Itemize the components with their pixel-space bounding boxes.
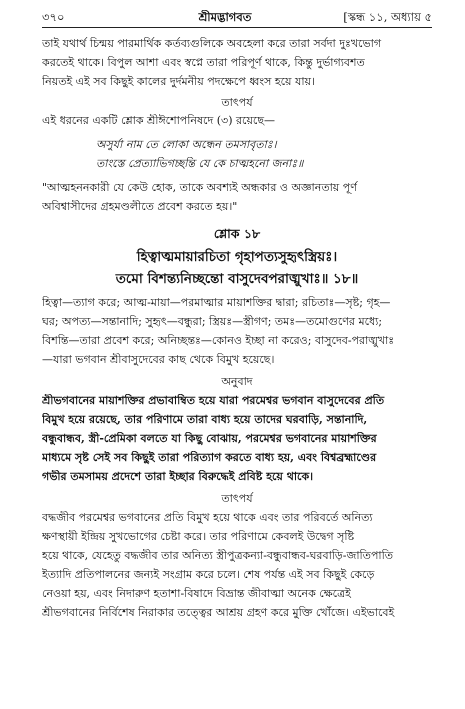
purport-line: হয়ে থাকে, যেহেতু বদ্ধজীব তার অনিত্য স্ত্রীপুত্রকন্যা-বন্ধুবান্ধব-ঘরবাড়ি-জাতিপাতি xyxy=(42,549,393,562)
purport-line: বদ্ধজীব পরমেশ্বর ভগবানের প্রতি বিমুখ হয়ে থাকে এবং তার পরিবর্তে অনিত্য xyxy=(42,511,373,524)
word-meaning-line: ঘর; অপত্য—সন্তানাদি; সুহৃৎ—বন্ধুরা; স্ত্রিয়ঃ—স্ত্রীগণ; তমঃ—তমোগুণের মধ্যে; xyxy=(42,315,383,328)
purport-line: ইত্যাদি প্রতিপালনের জন্যই সংগ্রাম করে চলে। শেষ পর্যন্ত এই সব কিছুই কেড়ে xyxy=(42,568,375,581)
purport-intro: এই ধরনের একটি শ্লোক শ্রীঈশোপনিষদে (৩) রয়েছে— xyxy=(42,114,276,127)
translation-line: গভীর তমসাময় প্রদেশে তারা ইচ্ছার বিরুদ্ধেই প্রবিষ্ট হয়ে থাকে। xyxy=(42,470,314,483)
translation-line: বিমুখ হয়ে রয়েছে, তার পরিণামে তারা বাধ্য হয়ে তাদের ঘরবাড়ি, সন্তানাদি, xyxy=(42,413,368,426)
word-meaning-line: —যারা ভগবান শ্রীবাসুদেবের কাছ থেকে বিমুখ হয়েছে। xyxy=(42,353,275,366)
translation-line: শ্রীভগবানের মায়াশক্তির প্রভাবাম্বিত হয়ে যারা পরমেশ্বর ভগবান বাসুদেবের প্রতি xyxy=(42,394,385,407)
translation-line: মাধ্যমে সৃষ্ট সেই সব কিছুই তারা পরিত্যাগ করতে বাধ্য হয়, এবং বিশ্বব্রহ্মাণ্ডের xyxy=(42,451,377,464)
verse-line: তমো বিশন্ত্যনিচ্ছন্তো বাসুদেবপরাঙ্মুখাঃ॥ ১৮॥ xyxy=(115,271,359,287)
word-meaning-line: বিশন্তি—তারা প্রবেশ করে; অনিচ্ছন্তঃ—কোনও ইচ্ছা না করেও; বাসুদেব-পরাঙ্মুখাঃ xyxy=(42,334,395,347)
intro-line: তাই যথার্থ চিন্ময় পারমার্থিক কর্তব্যগুলিকে অবহেলা করে তারা সর্বদা দুঃখভোগ xyxy=(42,37,382,50)
purport-line: শ্রীভগবানের নির্বিশেষ নিরাকার তত্ত্বের আশ্রয় গ্রহণ করে মুক্তি খোঁজে। এইভাবেই xyxy=(42,606,395,619)
translation-quote-line: "আত্মহননকারী যে কেউ হোক, তাকে অবশ্যই অন্ধকার ও অজ্ঞানতায় পূর্ণ xyxy=(42,181,357,194)
intro-line: নিয়তই এই সব কিছুই কালের দুর্দমনীয় পদক্ষেপে ধ্বংস হয়ে যায়। xyxy=(42,75,315,88)
purport-heading: তাৎপর্য xyxy=(221,96,253,109)
purport-heading: তাৎপর্য xyxy=(221,492,253,505)
translation-quote-line: অবিশ্বাসীদের গ্রহমণ্ডলীতে প্রবেশ করতে হয়।" xyxy=(42,200,238,213)
verse-line: হিত্বাত্মমায়ারচিতা গৃহাপত্যসুহৃৎস্ত্রিয়ঃ। xyxy=(136,249,338,265)
verse-heading: শ্লোক ১৮ xyxy=(213,227,261,241)
sanskrit-quote-line: অসুর্যা নাম তে লোকা অন্ধেন তমসাবৃতাঃ। xyxy=(96,138,277,151)
purport-line: ক্ষণস্থায়ী ইন্দ্রিয় সুখভোগের চেষ্টা করে। তার পরিণামে কেবলই উদ্বেগ সৃষ্টি xyxy=(42,530,355,543)
translation-heading: অনুবাদ xyxy=(221,375,253,388)
page-number: ৩৭০ xyxy=(42,10,65,24)
intro-line: করতেই থাকে। বিপুল আশা এবং স্বপ্নে তারা পরিপূর্ণ থাকে, কিন্তু দুর্ভাগ্যবশত xyxy=(42,56,365,69)
purport-line: নেওয়া হয়, এবং নিদারুণ হতাশা-বিষাদে বিভ্রান্ত জীবাত্মা অনেক ক্ষেত্রেই xyxy=(42,587,351,600)
book-title: শ্রীমদ্ভাগবত xyxy=(198,10,252,24)
sanskrit-quote-line: তাংস্তে প্রেত্যাভিগচ্ছন্তি যে কে চাত্মহনো জনাঃ॥ xyxy=(96,157,304,170)
header-rule xyxy=(42,27,432,28)
chapter-reference: [স্কন্ধ ১১, অধ্যায় ৫ xyxy=(343,10,432,24)
word-meaning-line: হিত্বা—ত্যাগ করে; আত্ম-মায়া—পরমাত্মার মায়াশক্তির দ্বারা; রচিতাঃ—সৃষ্ট; গৃহ— xyxy=(42,296,391,309)
translation-line: বন্ধুবান্ধব, স্ত্রী-প্রেমিকা বলতে যা কিছু বোঝায়, পরমেশ্বর ভগবানের মায়াশক্তির xyxy=(42,432,377,445)
